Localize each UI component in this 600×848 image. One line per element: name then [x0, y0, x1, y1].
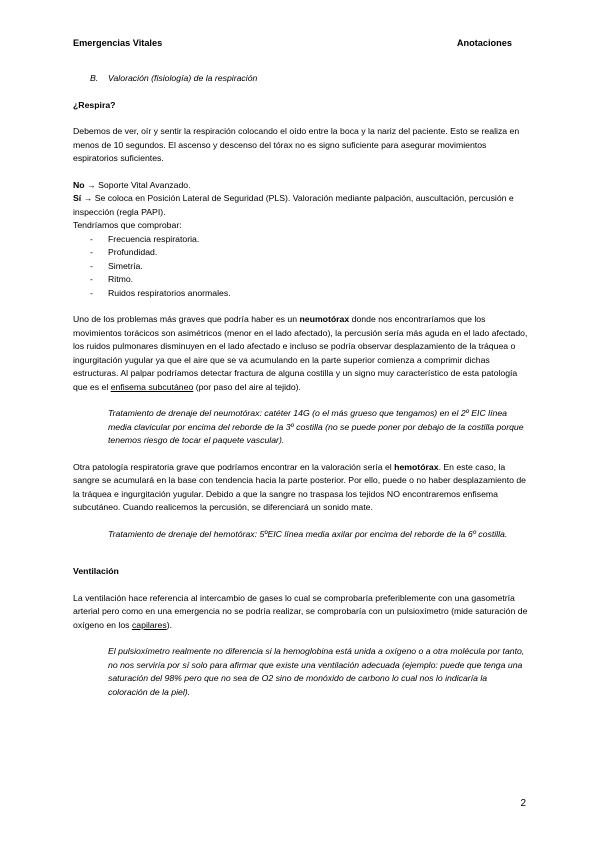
no-text: → Soporte Vital Avanzado.: [84, 179, 191, 190]
list-item: - Frecuencia respiratoria.: [90, 233, 200, 244]
list-item: - Profundidad.: [90, 247, 158, 257]
check-intro: Tendríamos que comprobar:: [73, 220, 182, 230]
respira-intro: Debemos de ver, oír y sentir la respiración colocando el oído entre la boca y la nariz del paciente. Esto se realiza en menos de 10 segundos. El ascenso y descenso del tórax no es signo suficiente para asegurar movimientos espiratorios suficientes.: [73, 126, 520, 163]
check-list: [73, 233, 528, 301]
capilares-link[interactable]: capilares: [131, 619, 167, 630]
no-label: No: [73, 179, 85, 190]
ventilacion-paragraph: La ventilación hace referencia al intercambio de gases lo cual se comprobaría preferiblemente con una gasometría arterial pero como en una emergencia no se podría realizar, se comprobaría con un pulsioxímetro (mide saturación de oxígeno en los capilares).: [73, 592, 528, 630]
page-header: [73, 38, 512, 52]
neumotorax-paragraph: Uno de los problemas más graves que podría haber es un neumotórax donde nos encontraríamos que los movimientos torácicos son asimétricos (menor en el lado afectado), la percusión sería más aguda en el lado afectado, los ruidos pulmonares disminuyen en el lado afectado e incluso se podría observar desplazamiento de la tráquea o ingurgitación yugular ya que el aire que se va acumulando en la parte superior comienza a comprimir dichas estructuras. Al palpar podríamos detectar fractura de alguna costilla y un signo muy característico de esta patología que es el enfisema subcutáneo (por paso del aire al tejido).: [73, 314, 528, 392]
ventilacion-heading: Ventilación: [73, 566, 119, 576]
respira-heading: ¿Respira?: [73, 99, 116, 110]
si-label: Sí: [73, 193, 82, 203]
hemotorax-term: hemotórax: [394, 461, 439, 472]
header-annotations: Anotaciones: [456, 38, 512, 48]
section-letter: B.: [90, 73, 99, 83]
enfisema-link[interactable]: enfisema subcutáneo: [110, 381, 194, 392]
hemotorax-paragraph: Otra patología respiratoria grave que podríamos encontrar en la valoración sería el hemotórax. En este caso, la sangre se acumulará en la base con tendencia hacia la parte posterior. Por ello, puede o no haber desplazamiento de la tráquea e ingurgitación yugular. Debido a que la sangre no traspasa los tejidos NO encontraremos enfisema subcutáneo. Cuando realicemos la percusión, se diferenciará un sonido mate.: [73, 461, 527, 512]
list-item: - Simetría.: [90, 260, 143, 271]
header-title: Emergencias Vitales: [73, 38, 163, 48]
hemotorax-treatment: Tratamiento de drenaje del hemotórax: 5ºEIC línea media axilar por encima del reborde de la 6º costilla.: [108, 528, 508, 539]
section-title: Valoración (fisiología) de la respiración: [108, 73, 258, 83]
section-heading: [73, 72, 528, 86]
list-item: - Ruidos respiratorios anormales.: [90, 287, 231, 298]
page-number: 2: [520, 798, 526, 809]
no-line: [73, 179, 528, 193]
ventilacion-note: El pulsioxímetro realmente no diferencia si la hemoglobina está unida a oxígeno o a otra molécula por tanto, no nos serviría por sí solo para afirmar que existe una ventilación adecuada (ejemplo: puede que tenga una saturación del 98% pero que no sea de O2 sino de monóxido de carbono lo cual nos lo indicaría la coloración de la piel).: [108, 646, 525, 697]
si-text: → Se coloca en Posición Lateral de Seguridad (PLS). Valoración mediante palpación, auscultación, percusión e inspección (regla PAPI).: [73, 193, 514, 217]
si-line: [73, 192, 528, 219]
page-content: [73, 72, 528, 699]
neumotorax-term: neumotórax: [299, 314, 350, 324]
neumotorax-treatment: Tratamiento de drenaje del neumotórax: catéter 14G (o el más grueso que tengamos) en el 2º EIC línea media clavicular por encima del reborde de la 3º costilla (no se puede poner por debajo de la costilla porque tenemos riesgo de tocar el paquete vascular).: [108, 408, 524, 445]
list-item: - Ritmo.: [90, 274, 134, 284]
